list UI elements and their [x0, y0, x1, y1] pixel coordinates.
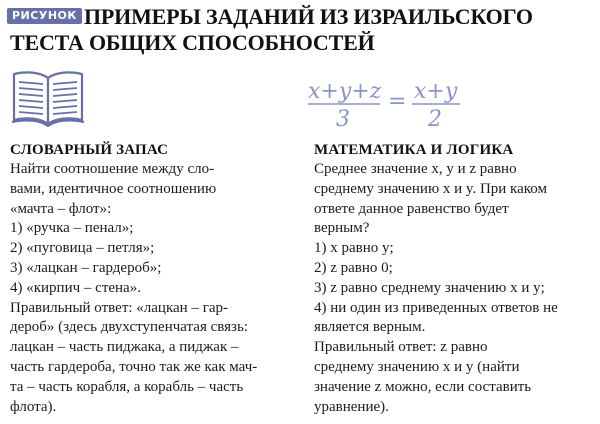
title-line-2: ТЕСТА ОБЩИХ СПОСОБНОСТЕЙ: [10, 30, 375, 55]
math-option: 2) z равно 0;: [314, 259, 393, 276]
math-logic-section: [314, 140, 598, 417]
math-line: верным?: [314, 220, 370, 237]
figure-label-badge: РИСУНОК: [7, 8, 82, 24]
vocabulary-answer-line: та – часть корабля, а корабль – часть: [10, 378, 244, 395]
formula-equals: =: [388, 89, 407, 114]
math-answer-line: уравнение).: [314, 398, 389, 415]
math-answer-line: значение z можно, если составить: [314, 378, 532, 395]
math-line: ответе данное равенство будет: [314, 200, 509, 217]
math-logic-body: [314, 160, 598, 417]
vocabulary-body: [10, 160, 294, 417]
math-answer-line: среднему значению x и y (найти: [314, 358, 520, 375]
title-line-1: ПРИМЕРЫ ЗАДАНИЙ ИЗ ИЗРАИЛЬСКОГО: [84, 4, 533, 29]
formula-right-denominator: 2: [428, 107, 442, 130]
math-line: среднему значению x и y. При каком: [314, 180, 548, 197]
vocabulary-answer-line: флота).: [10, 398, 57, 415]
math-option: 1) x равно y;: [314, 240, 394, 257]
vocabulary-line: Найти соотношение между сло-: [10, 161, 215, 177]
vocabulary-option: 3) «лацкан – гардероб»;: [10, 259, 162, 276]
vocabulary-option: 2) «пуговица – петля»;: [10, 240, 155, 257]
math-option: является верным.: [314, 319, 426, 336]
formula-illustration: [304, 76, 484, 130]
vocabulary-answer-line: Правильный ответ: «лацкан – гар-: [10, 299, 229, 316]
vocabulary-line: вами, идентичное соотношению: [10, 180, 217, 197]
vocabulary-line: «мачта – флот»:: [10, 200, 112, 217]
math-line: Среднее значение x, y и z равно: [314, 161, 517, 177]
formula-left-denominator: 3: [336, 107, 350, 130]
vocabulary-heading: СЛОВАРНЫЙ ЗАПАС: [10, 142, 169, 158]
vocabulary-answer-line: часть гардероба, точно так же как мач-: [10, 358, 258, 375]
formula-left-numerator: x+y+z: [308, 79, 382, 104]
formula-right-numerator: x+y: [414, 79, 458, 104]
math-answer-line: Правильный ответ: z равно: [314, 339, 488, 356]
vocabulary-option: 1) «ручка – пенал»;: [10, 220, 134, 237]
math-option: 3) z равно среднему значению x и y;: [314, 279, 545, 296]
open-book-icon: [10, 68, 86, 130]
vocabulary-answer-line: дероб» (здесь двухступенчатая связь:: [10, 319, 248, 336]
vocabulary-answer-line: лацкан – часть пиджака, а пиджак –: [10, 339, 239, 356]
vocabulary-option: 4) «кирпич – стена».: [10, 279, 141, 296]
math-logic-heading: МАТЕМАТИКА И ЛОГИКА: [314, 142, 514, 158]
math-option: 4) ни один из приведенных ответов не: [314, 299, 558, 316]
vocabulary-section: [10, 140, 294, 417]
